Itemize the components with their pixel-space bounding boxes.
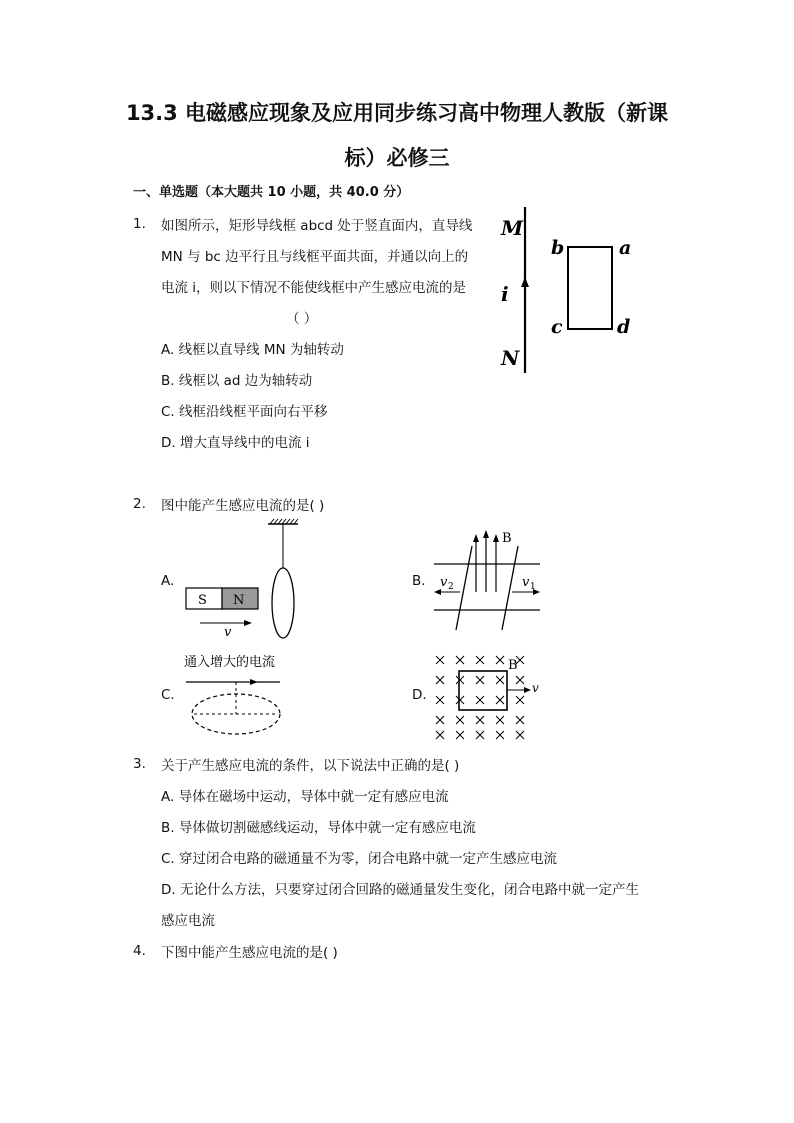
q2-label-c: C. [161,687,175,703]
q2-stem: 图中能产生感应电流的是( ) [161,498,325,514]
magnet-s-label: S [198,593,207,608]
q3-option-d: D. 无论什么方法，只要穿过闭合回路的磁通量发生变化，闭合电路中就一定产生 [161,882,639,898]
ceiling-hatch [270,519,298,524]
velocity-arrowhead [244,620,252,626]
label-d: d [617,316,631,338]
document-title-line2: 标）必修三 [344,146,450,170]
q4-stem: 下图中能产生感应电流的是( ) [161,945,338,961]
rod-right [502,546,518,630]
q2-figure-d [432,650,552,740]
wire-frame [568,247,612,329]
field-arrow-3 [493,534,499,542]
q3-option-b: B. 导体做切割磁感线运动，导体中就一定有感应电流 [161,820,476,836]
magnet-n-label: N [233,593,245,608]
q1-option-c: C. 线框沿线框平面向右平移 [161,404,328,420]
field-arrow-2 [483,530,489,538]
label-m: M [501,216,524,240]
v2-label: v [440,575,448,590]
v1-label: v [522,575,530,590]
q1-number: 1. [133,216,146,232]
label-i: i [501,282,509,306]
section-heading: 一、单选题（本大题共 10 小题，共 40.0 分） [133,185,410,200]
q2-number: 2. [133,496,146,512]
q2-label-b: B. [412,573,426,589]
loop-velocity-arrowhead [524,687,531,693]
label-n: N [501,346,520,370]
q2-figure-b [430,530,550,632]
label-b: b [551,237,565,259]
rod-left [456,546,472,630]
field-b-label: B [502,531,512,546]
current-caption: 通入增大的电流 [184,655,276,670]
q1-answer-blank: （ ） [286,311,318,327]
q1-option-b: B. 线框以 ad 边为轴转动 [161,373,313,389]
metal-ring [272,568,294,638]
wire-current-arrow [250,679,258,685]
q1-figure [495,205,645,375]
field-lines [476,534,496,592]
velocity-label: v [224,625,232,640]
q3-option-a: A. 导体在磁场中运动，导体中就一定有感应电流 [161,789,449,805]
label-a: a [619,237,632,259]
q1-stem-line3: 电流 i，则以下情况不能使线框中产生感应电流的是 [161,280,467,296]
q3-stem: 关于产生感应电流的条件，以下说法中正确的是( ) [161,758,460,774]
field-arrow-1 [473,534,479,542]
loop-velocity-label: v [532,681,539,695]
q2-figure-c [178,650,298,746]
document-title-line1: 13.3 电磁感应现象及应用同步练习高中物理人教版（新课 [125,101,669,125]
current-arrow [521,277,529,287]
q1-option-d: D. 增大直导线中的电流 i [161,435,310,451]
v1-subscript: 1 [530,582,536,592]
v2-subscript: 2 [448,582,454,592]
q2-label-d: D. [412,687,427,703]
field-b-label-d: B [508,658,518,673]
q2-figure-a [180,518,310,643]
q3-option-d-continuation: 感应电流 [161,913,215,929]
label-c: c [551,316,563,338]
q1-stem-line2: MN 与 bc 边平行且与线框平面共面，并通以向上的 [161,249,469,265]
q1-stem-line1: 如图所示，矩形导线框 abcd 处于竖直面内，直导线 [161,218,473,234]
q1-option-a: A. 线框以直导线 MN 为轴转动 [161,342,344,358]
q3-option-c: C. 穿过闭合电路的磁通量不为零，闭合电路中就一定产生感应电流 [161,851,558,867]
q3-number: 3. [133,756,146,772]
q4-number: 4. [133,943,146,959]
q2-label-a: A. [161,573,175,589]
